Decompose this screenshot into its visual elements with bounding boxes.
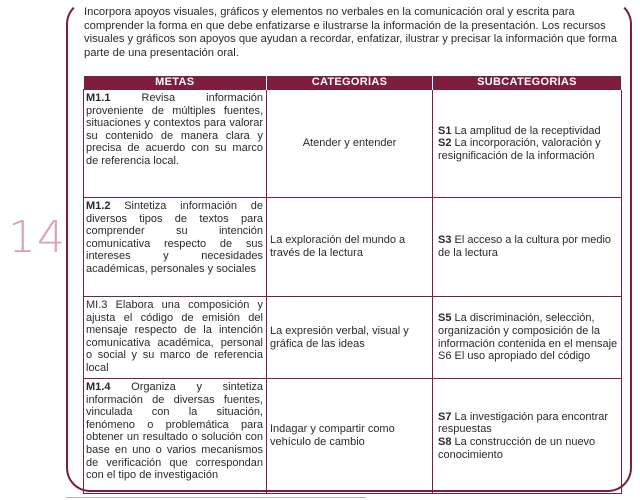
meta-text: Organiza y sintetiza información de diversas fuentes, vinculada con la situación, fenómeno o problemática para obtener un resultado o solución con base en uno o varios mecanismos de verificación que correspondan con el tipo de investigación [86,381,263,482]
header-categorias: CATEGORÍAS [267,76,433,90]
subcategory-code: S1 [438,124,452,137]
table-row [84,297,622,379]
subcategory-cell [433,379,622,494]
subcategory-item [438,125,618,138]
subcategory-code: S2 [438,137,452,150]
subcategory-code: S3 [438,234,452,247]
subcategory-text: La amplitud de la receptividad [451,124,601,137]
category-cell: La exploración del mundo a través de la lectura [267,198,433,297]
table-row [84,90,622,198]
category-cell: La expresión verbal, visual y gráfica de las ideas [267,297,433,379]
meta-text: MI.3 Elabora una composición y ajusta el código de emisión del mensaje respecto de la intención comunicativa académica, personal o social y su marco de referencia local [86,299,263,374]
subcategory-text: S6 El uso apropiado del código [438,350,591,363]
meta-code: M1.1 [86,92,111,104]
header-metas: METAS [84,76,267,90]
subcategory-cell [433,297,622,379]
table-row [84,198,622,297]
subcategory-text: La investigación para encontrar respuestas [438,410,609,436]
subcategory-text: La incorporación, valoración y resignificación de la información [438,137,601,162]
intro-paragraph: Incorpora apoyos visuales, gráficos y elementos no verbales en la comunicación oral y escrita para comprender la forma en que debe enfatizarse e ilustrarse la información de la presentación. Los recursos visuales y gráficos son apoyos que ayudan a recordar, enfatizar, ilustrar y precisar la información que forma parte de una presentación oral. [84,6,617,59]
goals-table [83,76,622,494]
divider [66,497,366,498]
meta-code: M1.2 [86,200,111,212]
meta-text: Revisa información proveniente de múltiples fuentes, situaciones y contextos para valorar su contenido de manera clara y precisa de acuerdo con su marco de referencia local. [86,92,263,167]
subcategory-item [438,312,618,350]
table-header-row [84,76,622,90]
meta-cell [84,198,267,297]
meta-cell [84,379,267,494]
subcategory-code: S8 [438,436,452,448]
page-number: 14 [8,212,66,263]
meta-cell [84,297,267,379]
header-subcategorias: SUBCATEGORÍAS [433,76,622,90]
subcategory-item [438,234,618,259]
meta-code: M1.4 [86,381,111,393]
subcategory-item [438,436,618,461]
table-row [84,379,622,494]
subcategory-code: S5 [438,312,452,325]
subcategory-text: La construcción de un nuevo conocimiento [438,436,596,461]
category-cell: Indagar y compartir como vehículo de cambio [267,379,433,494]
subcategory-code: S7 [438,410,452,423]
subcategory-item [438,137,618,162]
subcategory-cell [433,198,622,297]
subcategory-text: El acceso a la cultura por medio de la lectura [438,234,612,259]
subcategory-item [438,350,618,363]
subcategory-cell [433,90,622,198]
meta-text: Sintetiza información de diversos tipos de textos para comprender su intención comunicativa respecto de sus intereses y necesidades académicas, personales y sociales [86,200,263,275]
subcategory-text: La discriminación, selección, organización y composición de la información contenida en el mensaje [438,312,618,350]
subcategory-item [438,411,618,436]
meta-cell [84,90,267,198]
category-cell: Atender y entender [267,90,433,198]
